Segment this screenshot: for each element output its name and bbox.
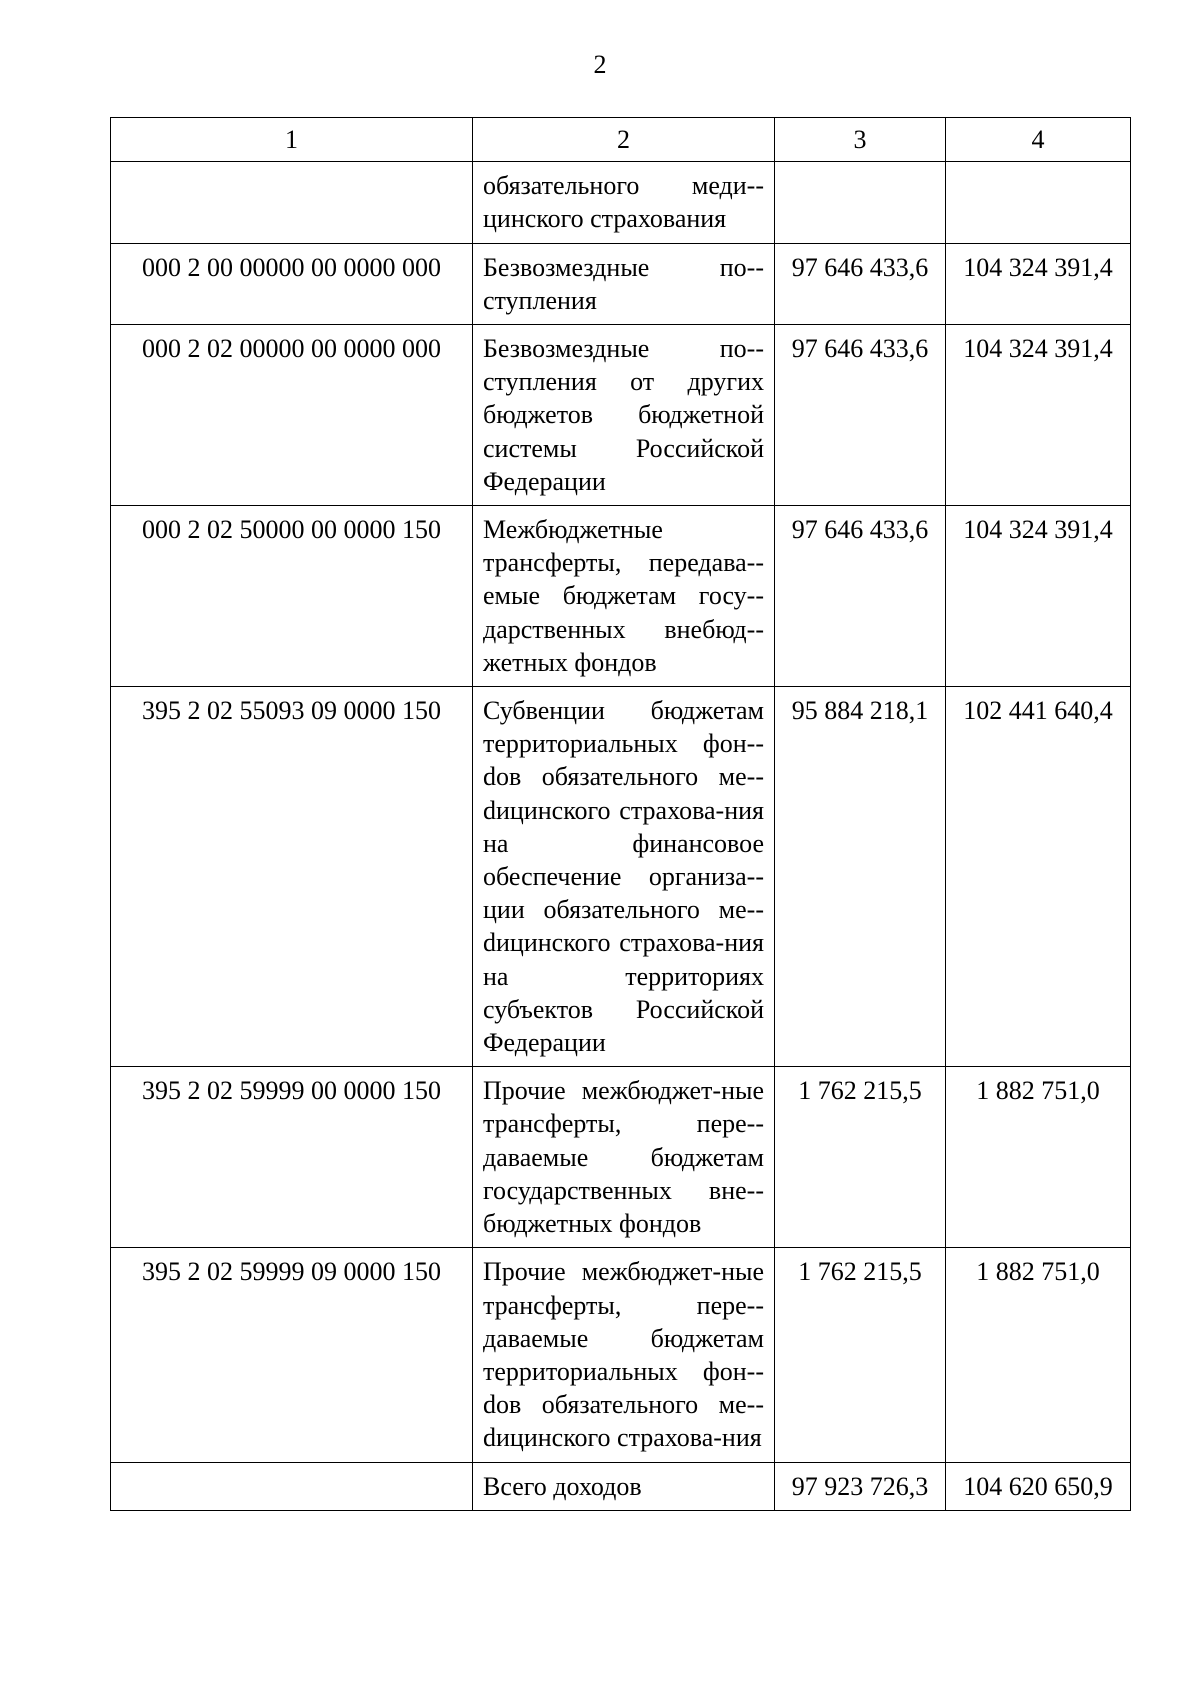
total-label: Всего доходов — [473, 1462, 775, 1510]
row-value-col3: 1 762 215,5 — [775, 1067, 946, 1248]
row-name: Безвозмездные по-ступления от других бюджетов бюджетной системы Российской Федерации — [473, 325, 775, 506]
total-code — [111, 1462, 473, 1510]
row-name: Прочие межбюджет-ные трансферты, пере-даваемые бюджетам территориальных фон-dов обязательного ме-dицинского страхова-ния — [473, 1248, 775, 1462]
table-header-row — [111, 118, 1131, 162]
header-cell-4: 4 — [946, 118, 1131, 162]
row-value-col3 — [775, 162, 946, 243]
total-value-col4: 104 620 650,9 — [946, 1462, 1131, 1510]
header-cell-3: 3 — [775, 118, 946, 162]
row-value-col3: 1 762 215,5 — [775, 1248, 946, 1462]
row-value-col4: 104 324 391,4 — [946, 243, 1131, 324]
row-code: 000 2 02 50000 00 0000 150 — [111, 506, 473, 687]
row-name: Прочие межбюджет-ные трансферты, пере-даваемые бюджетам государственных вне-бюджетных фондов — [473, 1067, 775, 1248]
income-table — [110, 117, 1131, 1511]
row-name: Безвозмездные по-ступления — [473, 243, 775, 324]
table-total-row — [111, 1462, 1131, 1510]
header-cell-2: 2 — [473, 118, 775, 162]
row-value-col4 — [946, 162, 1131, 243]
row-value-col3: 97 646 433,6 — [775, 325, 946, 506]
row-value-col4: 1 882 751,0 — [946, 1067, 1131, 1248]
row-value-col3: 97 646 433,6 — [775, 243, 946, 324]
row-name: Межбюджетные трансферты, передава-емые бюджетам госу-дарственных внебюд-жетных фондов — [473, 506, 775, 687]
row-code: 395 2 02 59999 09 0000 150 — [111, 1248, 473, 1462]
page-number: 2 — [593, 50, 607, 79]
row-value-col4: 102 441 640,4 — [946, 687, 1131, 1067]
table-row — [111, 243, 1131, 324]
row-code — [111, 162, 473, 243]
table-row — [111, 1248, 1131, 1462]
row-code: 395 2 02 59999 00 0000 150 — [111, 1067, 473, 1248]
total-value-col3: 97 923 726,3 — [775, 1462, 946, 1510]
row-code: 000 2 02 00000 00 0000 000 — [111, 325, 473, 506]
table-row — [111, 506, 1131, 687]
table-row — [111, 325, 1131, 506]
row-value-col3: 95 884 218,1 — [775, 687, 946, 1067]
row-value-col4: 104 324 391,4 — [946, 506, 1131, 687]
row-code: 000 2 00 00000 00 0000 000 — [111, 243, 473, 324]
row-value-col4: 1 882 751,0 — [946, 1248, 1131, 1462]
header-cell-1: 1 — [111, 118, 473, 162]
row-name: обязательного меди-цинского страхования — [473, 162, 775, 243]
row-name: Субвенции бюджетам территориальных фон-dов обязательного ме-dицинского страхова-ния на финансовое обеспечение организа-ции обязательного ме-dицинского страхова-ния на территориях субъектов Российской Федерации — [473, 687, 775, 1067]
table-row — [111, 1067, 1131, 1248]
table-row — [111, 687, 1131, 1067]
row-value-col4: 104 324 391,4 — [946, 325, 1131, 506]
table-row — [111, 162, 1131, 243]
row-value-col3: 97 646 433,6 — [775, 506, 946, 687]
row-code: 395 2 02 55093 09 0000 150 — [111, 687, 473, 1067]
